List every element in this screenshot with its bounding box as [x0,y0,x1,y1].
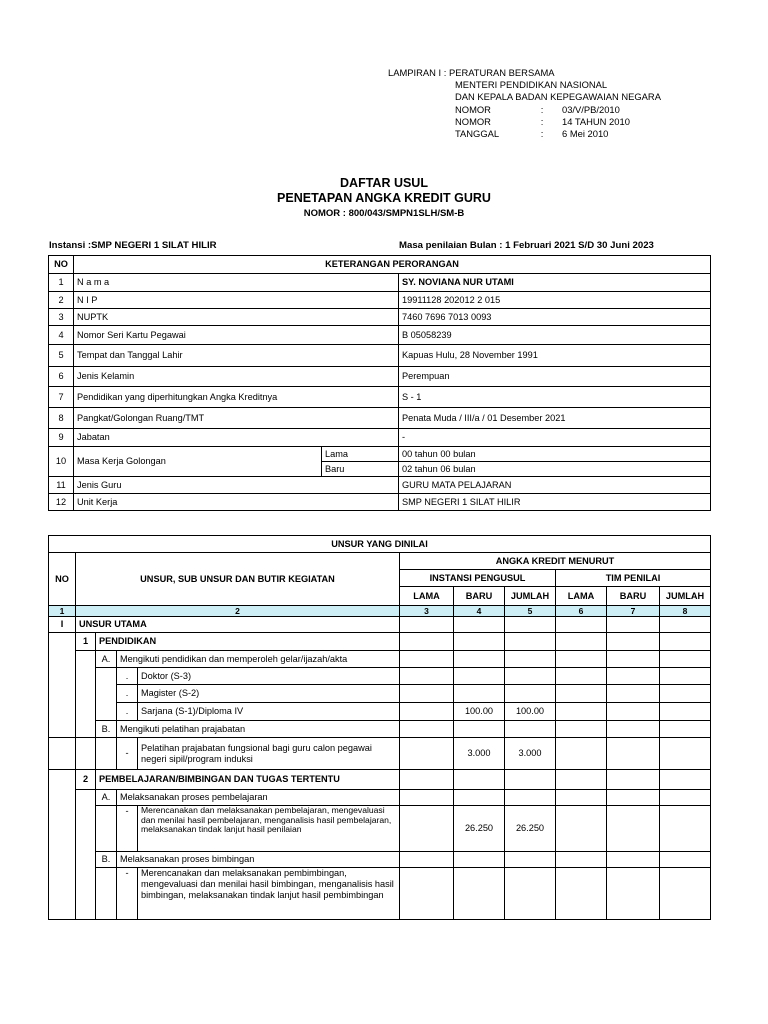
item-text: Doktor (S-3) [138,668,400,685]
bullet: . [117,685,138,703]
col-number: 6 [556,606,607,617]
assessment-table [48,535,711,920]
row-value: B 05058239 [399,326,711,345]
sub-no: 1 [76,633,96,651]
item-text: Merencanakan dan melaksanakan pembimbingan, mengevaluasi dan menilai hasil bimbingan, menganalisis hasil bimbingan, melaksanakan tindak lanjut hasil pembimbingan [138,868,400,920]
table-row [49,868,711,920]
table-row [49,852,711,868]
lampiran-key: TANGGAL [455,128,500,140]
table-row [49,447,711,462]
table-row [49,617,711,633]
row-label: Pangkat/Golongan Ruang/TMT [74,408,399,429]
lampiran-row: NOMOR : 14 TAHUN 2010 [455,115,630,127]
col-number: 1 [49,606,76,617]
row-label: Jenis Guru [74,477,399,494]
lampiran-label: LAMPIRAN I : PERATURAN BERSAMA [388,67,555,78]
table-row [49,633,711,651]
header-lama: LAMA [556,587,607,606]
lampiran-row: NOMOR : 03/V/PB/2010 [455,103,620,115]
table-row [49,685,711,703]
table-row [49,703,711,721]
table-row [49,345,711,367]
instansi-label: Instansi :SMP NEGERI 1 SILAT HILIR [49,240,217,251]
table-row [49,651,711,668]
col-number: 8 [660,606,711,617]
row-no: 5 [49,345,74,367]
item-text: Magister (S-2) [138,685,400,703]
row-label: Unit Kerja [74,494,399,511]
row-no: 4 [49,326,74,345]
lampiran-line: DAN KEPALA BADAN KEPEGAWAIAN NEGARA [455,91,661,103]
col-number: 5 [505,606,556,617]
lampiran-key: NOMOR [455,115,491,127]
sub-no: 2 [76,770,96,790]
table-header-row [49,536,711,553]
row-value: - [399,429,711,447]
bullet: . [117,668,138,685]
row-value: 7460 7696 7013 0093 [399,309,711,326]
item-text: Merencanakan dan melaksanakan pembelajaran, mengevaluasi dan menilai hasil pembelajaran, menganalisis hasil pembelajaran, melaksanakan tindak lanjut hasil penilaian [138,806,400,852]
row-label: Pendidikan yang diperhitungkan Angka Kreditnya [74,387,399,408]
col-number: 2 [76,606,400,617]
row-label: N a m a [74,274,399,292]
item-letter: B. [96,852,117,868]
personal-data-table [48,255,711,511]
header-baru: BARU [607,587,660,606]
row-value: S - 1 [399,387,711,408]
lampiran-line: MENTERI PENDIDIKAN NASIONAL [455,79,608,91]
table-row [49,738,711,770]
item-text: Pelatihan prajabatan fungsional bagi guru calon pegawai negeri sipil/program induksi [138,738,400,770]
row-no: 2 [49,292,74,309]
header-baru: BARU [454,587,505,606]
table-row [49,721,711,738]
row-value: 19911128 202012 2 015 [399,292,711,309]
lampiran-block [388,67,661,140]
row-no: 8 [49,408,74,429]
row-value: SY. NOVIANA NUR UTAMI [399,274,711,292]
row-value: SMP NEGERI 1 SILAT HILIR [399,494,711,511]
table-row [49,326,711,345]
table-row [49,668,711,685]
bullet: - [117,868,138,920]
column-number-row [49,606,711,617]
bullet: . [117,703,138,721]
col-number: 3 [400,606,454,617]
row-value: Kapuas Hulu, 28 November 1991 [399,345,711,367]
item-letter: A. [96,651,117,668]
pendidikan-label: PENDIDIKAN [96,633,400,651]
row-no: 1 [49,274,74,292]
value-jumlah: 3.000 [505,738,556,770]
table-row [49,477,711,494]
masa-baru-label: Baru [322,462,399,477]
row-no: 3 [49,309,74,326]
row-label: Jenis Kelamin [74,367,399,387]
header-unsur-dinilai: UNSUR YANG DINILAI [49,536,711,553]
bullet: - [117,806,138,852]
header-angka-kredit: ANGKA KREDIT MENURUT [400,553,711,570]
lampiran-value: 14 TAHUN 2010 [562,115,630,127]
doc-subtitle: PENETAPAN ANGKA KREDIT GURU [277,191,491,205]
row-label: N I P [74,292,399,309]
row-value: Perempuan [399,367,711,387]
table-header-row [49,256,711,274]
header-instansi: INSTANSI PENGUSUL [400,570,556,587]
row-no: 9 [49,429,74,447]
header-no: NO [49,553,76,606]
table-row [49,429,711,447]
item-text: Melaksanakan proses bimbingan [117,852,400,868]
header-lama: LAMA [400,587,454,606]
item-letter: A. [96,790,117,806]
value-jumlah: 100.00 [505,703,556,721]
item-text: Mengikuti pendidikan dan memperoleh gelar/ijazah/akta [117,651,400,668]
table-row [49,367,711,387]
header-jumlah: JUMLAH [660,587,711,606]
table-row [49,790,711,806]
row-no: 6 [49,367,74,387]
masa-baru-value: 02 tahun 06 bulan [399,462,711,477]
table-row [49,494,711,511]
lampiran-key: NOMOR [455,103,491,115]
header-unsur: UNSUR, SUB UNSUR DAN BUTIR KEGIATAN [76,553,400,606]
table-row [49,274,711,292]
value-baru: 3.000 [454,738,505,770]
pembelajaran-label: PEMBELAJARAN/BIMBINGAN DAN TUGAS TERTENTU [96,770,400,790]
row-no: 12 [49,494,74,511]
item-text: Mengikuti pelatihan prajabatan [117,721,400,738]
header-keterangan: KETERANGAN PERORANGAN [74,256,711,274]
row-label: NUPTK [74,309,399,326]
row-label: Jabatan [74,429,399,447]
item-text: Melaksanakan proses pembelajaran [117,790,400,806]
row-no: I [49,617,76,633]
row-label: Tempat dan Tanggal Lahir [74,345,399,367]
row-no: 10 [49,447,74,477]
table-row [49,770,711,790]
table-header-row [49,553,711,570]
row-label: Nomor Seri Kartu Pegawai [74,326,399,345]
row-value: GURU MATA PELAJARAN [399,477,711,494]
header-no: NO [49,256,74,274]
header-jumlah: JUMLAH [505,587,556,606]
row-value: Penata Muda / III/a / 01 Desember 2021 [399,408,711,429]
value-baru: 26.250 [454,806,505,852]
masa-lama-label: Lama [322,447,399,462]
lampiran-value: 03/V/PB/2010 [562,103,620,115]
value-jumlah: 26.250 [505,806,556,852]
masa-lama-value: 00 tahun 00 bulan [399,447,711,462]
unsur-utama-label: UNSUR UTAMA [76,617,400,633]
doc-title: DAFTAR USUL [340,176,428,190]
bullet: - [117,738,138,770]
header-tim-penilai: TIM PENILAI [556,570,711,587]
lampiran-row: TANGGAL : 6 Mei 2010 [455,128,609,140]
table-row [49,309,711,326]
table-row [49,387,711,408]
masa-penilaian-label: Masa penilaian Bulan : 1 Februari 2021 S/D 30 Juni 2023 [399,240,654,251]
doc-nomor: NOMOR : 800/043/SMPN1SLH/SM-B [303,208,465,219]
table-row [49,806,711,852]
col-number: 4 [454,606,505,617]
row-no: 11 [49,477,74,494]
table-row [49,292,711,309]
col-number: 7 [607,606,660,617]
value-baru: 100.00 [454,703,505,721]
item-letter: B. [96,721,117,738]
row-label: Masa Kerja Golongan [74,447,322,477]
table-row [49,408,711,429]
row-no: 7 [49,387,74,408]
lampiran-value: 6 Mei 2010 [562,128,609,140]
item-text: Sarjana (S-1)/Diploma IV [138,703,400,721]
